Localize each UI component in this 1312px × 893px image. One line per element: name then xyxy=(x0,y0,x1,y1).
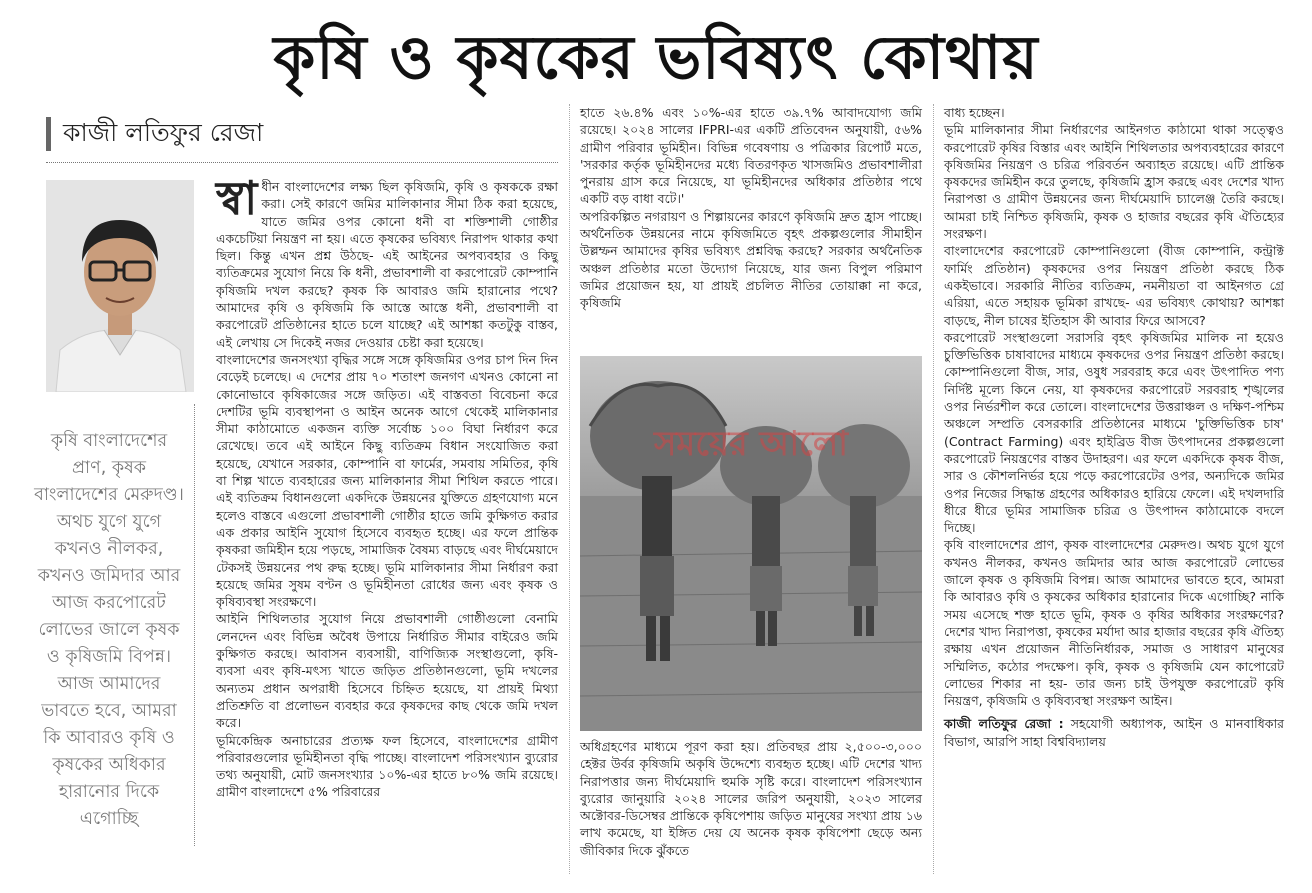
drop-cap: স্বা xyxy=(216,171,258,225)
column-divider xyxy=(933,104,934,874)
signature-role: সহযোগী অধ্যাপক, আইন ও মানবাধিকার বিভাগ, আরপি সাহা বিশ্ববিদ্যালয় xyxy=(944,716,1284,749)
signature-name: কাজী লতিফুর রেজা : xyxy=(944,716,1064,732)
farmers-carrying-rice-image xyxy=(580,356,922,731)
article-column-3 xyxy=(944,104,1284,750)
article-column-1 xyxy=(216,171,558,801)
author-portrait-image xyxy=(46,180,194,392)
article-column-2 xyxy=(580,104,922,312)
byline-divider xyxy=(46,162,558,163)
article-paragraph: করপোরেট সংস্থাগুলো সরাসরি বৃহৎ কৃষিজমির মালিক না হয়েও চুক্তিভিত্তিক চাষাবাদের মাধ্যমে কৃষকদের ওপর নিয়ন্ত্রণ প্রতিষ্ঠা করছে। কোম্পানিগুলো বীজ, সার, ওষুধ সরবরাহ করে এবং উৎপাদিত পণ্য নির্দিষ্ট মূল্যে কিনে নেয়, যা কৃষকদের করপোরেট সরবরাহ শৃঙ্খলের ওপর নির্ভরশীল করে তোলে। বাংলাদেশের উত্তরাঞ্চল ও দক্ষিণ-পশ্চিম অঞ্চলে সম্প্রতি বেসরকারি প্রতিষ্ঠানের মাধ্যমে 'চুক্তিভিত্তিক চাষ' (Contract Farming) এবং হাইব্রিড বীজ উৎপাদনের প্রকল্পগুলো করপোরেট নিয়ন্ত্রণের বাস্তব উদাহরণ। এর ফলে একদিকে কৃষক বীজ, সার ও কৌশলনির্ভর হয়ে পড়ে করপোরেটের ওপর, অন্যদিকে জমির ওপর নিজের সিদ্ধান্ত গ্রহণের অধিকারও হারিয়ে ফেলে। এই দখলদারি ধীরে ধীরে ভূমির সামাজিক চরিত্র ও উৎপাদন কাঠামোকে বদলে দিচ্ছে। xyxy=(944,329,1284,536)
article-paragraph: অপরিকল্পিত নগরায়ণ ও শিল্পায়নের কারণে কৃষিজমি দ্রুত হ্রাস পাচ্ছে। অর্থনৈতিক উন্নয়নের নামে কৃষিজমিতে বৃহৎ প্রকল্পগুলোর সীমাহীন উল্লম্ফন আমাদের কৃষির ভবিষ্যৎ প্রশ্নবিদ্ধ করছে? সরকার অর্থনৈতিক অঞ্চল প্রতিষ্ঠার মতো উদ্যোগ নিয়েছে, যার জন্য বিপুল পরিমাণ জমির প্রয়োজন হয়, যা প্রায়ই প্রচলিত নীতির তোয়াক্কা না করে, কৃষিজমি xyxy=(580,208,922,311)
article-paragraph: হাতে ২৬.৪% এবং ১০%-এর হাতে ৩৯.৭% আবাদযোগ্য জমি রয়েছে। ২০২৪ সালের IFPRI-এর একটি প্রতিবেদন অনুযায়ী, ৫৬% গ্রামীণ পরিবার ভূমিহীন। বিভিন্ন গবেষণায় ও পত্রিকার রিপোর্ট মতে, 'সরকার কর্তৃক ভূমিহীনদের মধ্যে বিতরণকৃত খাসজমিও প্রভাবশালীরা পুনরায় গ্রাস করে নিয়েছে, যা ভূমিহীনদের অধিকার প্রতিষ্ঠার পথে একটি বড় বাধা বটে।' xyxy=(580,105,922,207)
article-paragraph: কৃষি বাংলাদেশের প্রাণ, কৃষক বাংলাদেশের মেরুদণ্ড। অথচ যুগে যুগে কখনও নীলকর, কখনও জমিদার আর আজ করপোরেট লোভের জালে কৃষক ও কৃষিজমি বিপন্ন। আজ আমাদের ভাবতে হবে, আমরা কি আবারও কৃষি ও কৃষকের অধিকার হারানোর দিকে এগোচ্ছি? নাকি সময় এসেছে শক্ত হাতে ভূমি, কৃষক ও কৃষির অধিকার সংরক্ষণের? দেশের খাদ্য নিরাপত্তা, কৃষকের মর্যাদা আর হাজার বছরের কৃষি ঐতিহ্য রক্ষায় এখন প্রয়োজন নীতিনির্ধারক, সমাজ ও সাধারণ মানুষের সম্মিলিত, কঠোর পদক্ষেপ। কৃষি, কৃষক ও কৃষিজমি যেন কাপোরেট লোভের শিকার না হয়- তার জন্য চাই উপযুক্ত করপোরেট কৃষি নিয়ন্ত্রণ, কৃষিজমি ও কৃষিব্যবস্থা সংরক্ষণ আইন। xyxy=(944,537,1284,709)
article-paragraph: অধিগ্রহণের মাধ্যমে পূরণ করা হয়। প্রতিবছর প্রায় ২,৫০০-৩,০০০ হেক্টর উর্বর কৃষিজমি অকৃষি উদ্দেশ্যে ব্যবহৃত হচ্ছে। এটি দেশের খাদ্য নিরাপত্তার জন্য দীর্ঘমেয়াদি হুমকি সৃষ্টি করে। বাংলাদেশ পরিসংখ্যান ব্যুরোর জানুয়ারি ২০২৪ সালের জরিপ অনুযায়ী, ২০২৩ সালের অক্টোবর-ডিসেম্বর প্রান্তিকে কৃষিপেশায় জড়িত মানুষের সংখ্যা প্রায় ১৬ লাখ কমেছে, যা ইঙ্গিত দেয় যে অনেক কৃষক কৃষিপেশা ছেড়ে অন্য জীবিকার দিকে ঝুঁকতে xyxy=(580,739,922,858)
article-paragraph: ভূমি মালিকানার সীমা নির্ধারণের আইনগত কাঠামো থাকা সত্ত্বেও করপোরেট কৃষির বিস্তার এবং আইনি শিথিলতার অপব্যবহারের কারণে কৃষিজমির নিয়ন্ত্রণ ও চরিত্র পরিবর্তন অব্যাহত রয়েছে। এটি প্রান্তিক কৃষকদের জমিহীন করে তুলছে, কৃষিজমি হ্রাস করছে এবং দেশের খাদ্য নিরাপত্তা ও গ্রামীণ উন্নয়নের জন্য দীর্ঘমেয়াদি চ্যালেঞ্জ তৈরি করছে। আমরা চাই নিশ্চিত কৃষিজমি, কৃষক ও হাজার বছরের কৃষি ঐতিহ্যের সংরক্ষণ। xyxy=(944,122,1284,242)
article-paragraph: স্বা ধীন বাংলাদেশের লক্ষ্য ছিল কৃষিজমি, কৃষি ও কৃষককে রক্ষা করা। সেই কারণে জমির মালিকানার সীমা ঠিক করা হয়েছে, যাতে জমির ওপর কোনো ধনী বা শক্তিশালী গোষ্ঠীর একচেটিয়া নিয়ন্ত্রণ না হয়। এতে কৃষকের ভবিষ্যৎ নিরাপদ থাকার কথা ছিল। কিন্তু এখন প্রশ্ন উঠছে- এই আইনের অপব্যবহার ও কিছু ব্যতিক্রমের সুযোগ নিয়ে কি ধনী, প্রভাবশালী বা করপোরেট কোম্পানি কৃষিজমি দখল করছে? কৃষক কি আবারও জমি হারানোর পথে? আমাদের কৃষি ও কৃষিজমি কি আস্তে আস্তে ধনী, প্রভাবশালী বা করপোরেট প্রতিষ্ঠানের হাতে চলে যাচ্ছে? এই আশঙ্কা কতটুকু বাস্তব, এই লেখায় সে দিকেই নজর দেওয়ার চেষ্টা করা হয়েছে। xyxy=(216,171,558,350)
article-paragraph: আইনি শিথিলতার সুযোগ নিয়ে প্রভাবশালী গোষ্ঠীগুলো বেনামি লেনদেন এবং বিভিন্ন অবৈধ উপায়ে নির্ধারিত সীমার বাইরেও জমি কুক্ষিগত করছে। আবাসন ব্যবসায়ী, বাণিজ্যিক সংস্থাগুলো, কৃষি-ব্যবসা এবং কৃষি-মৎস্য খাতে জড়িত প্রতিষ্ঠানগুলো, ভূমি দখলের অন্যতম প্রধান অপরাধী হিসেবে চিহ্নিত হয়েছে, যা প্রায়ই মিথ্যা প্রতিশ্রুতি বা প্রলোভন ব্যবহার করে কৃষকদের কাছ থেকে জমি দখল করে। xyxy=(216,611,558,731)
pullquote: কৃষি বাংলাদেশের প্রাণ, কৃষক বাংলাদেশের মেরুদণ্ড। অথচ যুগে যুগে কখনও নীলকর, কখনও জমিদার আর আজ করপোরেট লোভের জালে কৃষক ও কৃষিজমি বিপন্ন। আজ আমাদের ভাবতে হবে, আমরা কি আবারও কৃষি ও কৃষকের অধিকার হারানোর দিকে এগোচ্ছি xyxy=(34,431,184,829)
article-title: কৃষি ও কৃষকের ভবিষ্যৎ কোথায় xyxy=(273,23,1039,93)
article-paragraph: বাংলাদেশের করপোরেট কোম্পানিগুলো (বীজ কোম্পানি, কন্ট্রাক্ট ফার্মিং প্রতিষ্ঠান) কৃষকদের ওপর নিয়ন্ত্রণ প্রতিষ্ঠা করছে ঠিক একইভাবে। সরকারি নীতির ব্যতিক্রম, নমনীয়তা বা আইনগত গ্রে এরিয়া, এতে সহায়ক ভূমিকা রাখছে- এর ভবিষ্যৎ কোথায়? আশঙ্কা বাড়ছে, নীল চাষের ইতিহাস কী আবার ফিরে আসবে? xyxy=(944,243,1284,328)
article-paragraph: বাধ্য হচ্ছেন। xyxy=(944,105,1005,120)
author-signature xyxy=(944,715,1284,750)
farmers-photo xyxy=(580,356,922,731)
pullquote-divider xyxy=(194,404,195,846)
article-column-2-continued xyxy=(580,738,922,859)
photo-watermark: সময়ের আলো xyxy=(653,424,849,464)
column-divider xyxy=(569,104,570,874)
article-paragraph: বাংলাদেশের জনসংখ্যা বৃদ্ধির সঙ্গে সঙ্গে কৃষিজমির ওপর চাপ দিন দিন বেড়েই চলেছে। এ দেশের প্রায় ৭০ শতাংশ জনগণ এখনও কোনো না কোনোভাবে কৃষিকাজের সঙ্গে জড়িত। এই বাস্তবতা বিবেচনা করে দেশটির ভূমি ব্যবস্থাপনা ও আইন অনেক আগে থেকেই মালিকানার সীমা কাঠামোতে একজন ব্যক্তি সর্বোচ্চ ১০০ বিঘা নির্ধারণ করে রেখেছে। তবে এই আইনে কিছু ব্যতিক্রম বিধান সংযোজিত করা হয়েছে, যেখানে সরকার, কোম্পানি বা ফার্মের, সমবায় সমিতির, কৃষি বা শিল্প খাতে ব্যবহারের জন্য মালিকানার সীমা শিথিল করতে পারে। এই ব্যতিক্রম বিধানগুলো একদিকে উন্নয়নের যুক্তিতে গ্রহণযোগ্য মনে হলেও বাস্তবে এগুলো প্রভাবশালী গোষ্ঠীর হাতে জমি কুক্ষিগত করার এক প্রকার আইনি সুযোগ হিসেবে ব্যবহৃত হচ্ছে। এর ফলে প্রান্তিক কৃষকরা জমিহীন হয়ে পড়ছে, সামাজিক বৈষম্য বাড়ছে এবং দীর্ঘমেয়াদে টেকসই উন্নয়নের পথ রুদ্ধ হচ্ছে। ভূমি মালিকানার সীমা নির্ধারণ করা হয়েছে জমির সুষম বণ্টন ও ভূমিহীনতা রোধের জন্য এবং কৃষক ও কৃষিব্যবস্থা সংরক্ষণে। xyxy=(216,351,558,610)
article-paragraph: ভূমিকেন্দ্রিক অনাচারের প্রত্যক্ষ ফল হিসেবে, বাংলাদেশের গ্রামীণ পরিবারগুলোর ভূমিহীনতা বৃদ্ধি পাচ্ছে। বাংলাদেশ পরিসংখ্যান ব্যুরোর তথ্য অনুযায়ী, মোট জনসংখ্যার ১০%-এর হাতে ৮০% জমি রয়েছে। গ্রামীণ বাংলাদেশে ৫% পরিবারের xyxy=(216,732,558,800)
byline: কাজী লতিফুর রেজা xyxy=(46,117,558,151)
author-photo xyxy=(46,180,194,392)
